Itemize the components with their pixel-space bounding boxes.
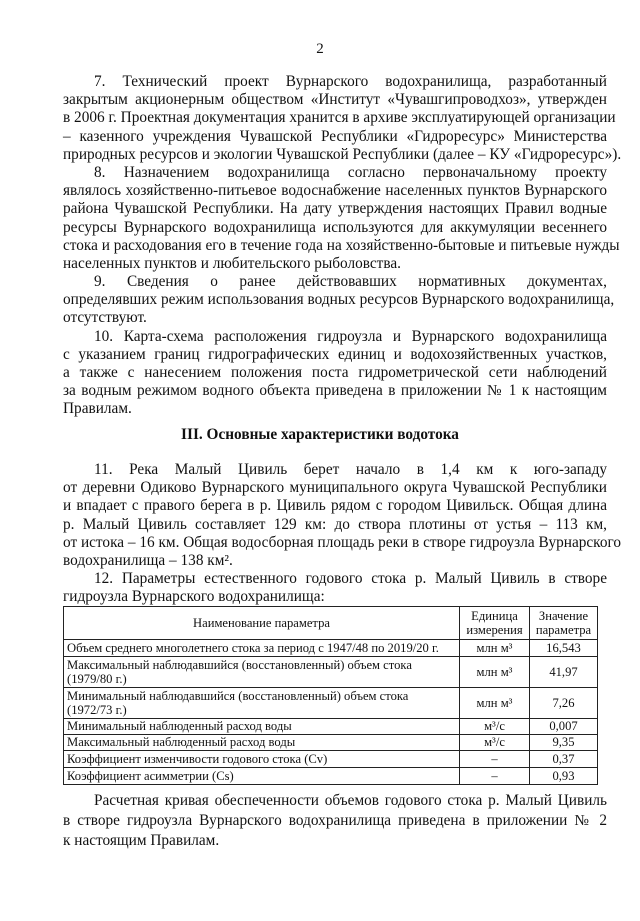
parameter-cell: Минимальный наблюденный расход воды (64, 719, 460, 735)
table-row (64, 688, 598, 719)
text-line: Правилам. (63, 400, 132, 418)
text-line: и впадает с правого берега в р. Цивиль рядом с городом Цивильск. Общая длина (63, 497, 607, 515)
closing-paragraph (63, 791, 607, 851)
text-line: района Чувашской Республики. На дату утверждения настоящих Правил водные (63, 200, 607, 218)
text-line: – казенного учреждения Чувашской Республики «Гидроресурс» Министерства (63, 127, 607, 145)
parameter-cell: Объем среднего многолетнего стока за период с 1947/48 по 2019/20 г. (64, 640, 460, 657)
text-line: с указанием границ гидрографических единиц и водохозяйственных участков, (63, 345, 607, 363)
text-line: являлось хозяйственно-питьевое водоснабжение населенных пунктов Вурнарского (63, 182, 607, 200)
text-line: определявших режим использования водных ресурсов Вурнарского водохранилища, (63, 291, 615, 309)
parameter-cell: Коэффициент асимметрии (Cs) (64, 768, 460, 785)
text-line: водохранилища – 138 км². (63, 551, 233, 569)
text-line: стока и расходования его в течение года на хозяйственно-бытовые и питьевые нужды (63, 236, 620, 254)
paragraphs-7-10 (63, 73, 622, 419)
table-row (64, 735, 598, 751)
text-line: 9. Сведения о ранее действовавших нормативных документах, (94, 273, 607, 291)
page-number: 2 (316, 41, 324, 57)
unit-cell: млн м³ (460, 688, 530, 719)
section-heading: III. Основные характеристики водотока (181, 426, 459, 443)
text-line: Расчетная кривая обеспеченности объемов годового стока р. Малый Цивиль (94, 792, 607, 809)
text-line: за водным режимом водного объекта приведена в приложении № 1 к настоящим (63, 382, 607, 400)
text-line: 8. Назначением водохранилища согласно первоначальному проекту (94, 163, 607, 181)
unit-cell: м³/с (460, 719, 530, 735)
unit-cell: млн м³ (460, 640, 530, 657)
parameter-cell: Коэффициент изменчивости годового стока (Cv) (64, 751, 460, 768)
table-row (64, 719, 598, 735)
table-row (64, 657, 598, 688)
unit-cell: – (460, 768, 530, 785)
text-line: от истока – 16 км. Общая водосборная площадь реки в створе гидроузла Вурнарского (63, 533, 622, 551)
value-cell: 16,543 (530, 640, 598, 657)
text-line: 11. Река Малый Цивиль берет начало в 1,4 км к юго-западу (94, 461, 607, 478)
text-line: в створе гидроузла Вурнарского водохранилища приведена в приложении № 2 (63, 812, 607, 829)
text-line: отсутствуют. (63, 309, 147, 327)
text-line: населенных пунктов и любительского рыболовства. (63, 254, 401, 272)
text-line: 12. Параметры естественного годового стока р. Малый Цивиль в створе (94, 570, 607, 588)
value-cell: 9,35 (530, 735, 598, 751)
unit-cell: м³/с (460, 735, 530, 751)
parameter-cell: Максимальный наблюденный расход воды (64, 735, 460, 751)
text-line: к настоящим Правилам. (63, 832, 220, 849)
text-line: закрытым акционерным обществом «Институт «Чувашгипроводхоз», утвержден (63, 91, 607, 109)
text-line: природных ресурсов и экологии Чувашской Республики (далее – КУ «Гидроресурс»). (63, 145, 622, 163)
header-value: Значение параметра (530, 607, 598, 640)
value-cell: 41,97 (530, 657, 598, 688)
text-line: в 2006 г. Проектная документация хранится в архиве эксплуатирующей организации (63, 109, 616, 127)
table-row (64, 768, 598, 785)
unit-cell: – (460, 751, 530, 768)
header-unit: Единица измерения (460, 607, 530, 640)
parameter-cell: Максимальный наблюдавшийся (восстановленный) объем стока (1979/80 г.) (64, 657, 460, 688)
text-line: гидроузла Вурнарского водохранилища: (63, 588, 325, 606)
text-line: 10. Карта-схема расположения гидроузла и Вурнарского водохранилища (94, 327, 607, 345)
value-cell: 0,37 (530, 751, 598, 768)
unit-cell: млн м³ (460, 657, 530, 688)
parameter-cell: Минимальный наблюдавшийся (восстановленный) объем стока (1972/73 г.) (64, 688, 460, 719)
text-line: 7. Технический проект Вурнарского водохранилища, разработанный (94, 73, 607, 90)
flow-parameters-table (63, 606, 598, 785)
table-row (64, 751, 598, 768)
text-line: а также с нанесением положения поста гидрометрической сети наблюдений (63, 364, 607, 381)
table-row (64, 640, 598, 657)
value-cell: 7,26 (530, 688, 598, 719)
value-cell: 0,93 (530, 768, 598, 785)
text-line: р. Малый Цивиль составляет 129 км: до створа плотины от устья – 113 км, (63, 515, 607, 533)
value-cell: 0,007 (530, 719, 598, 735)
text-line: ресурсы Вурнарского водохранилища используются для аккумуляции весеннего (63, 218, 607, 236)
paragraphs-11-12 (63, 461, 622, 607)
text-line: от деревни Одиково Вурнарского муниципального округа Чувашской Республики (63, 479, 607, 497)
header-parameter: Наименование параметра (64, 607, 460, 640)
table-header-row (64, 607, 598, 640)
